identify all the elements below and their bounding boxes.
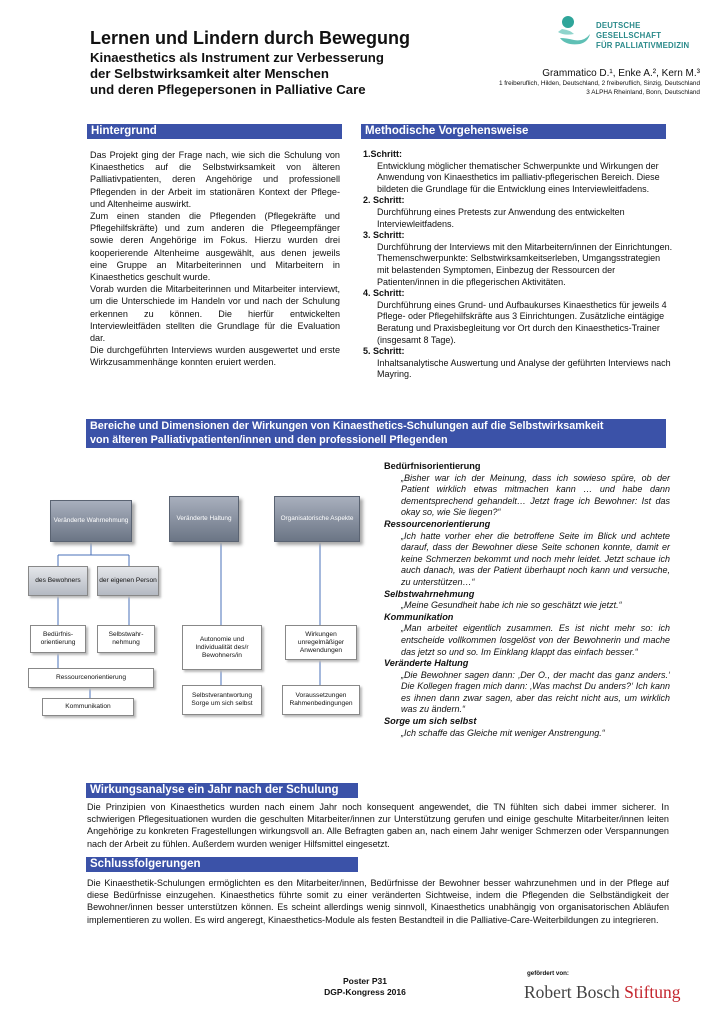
step-text: Inhaltsanalytische Auswertung und Analyse der geführten Interviews nach Mayring. [377,357,671,380]
diagram-node-ressourcen: Ressourcenorientierung [28,668,154,688]
methodik-steps [363,149,673,381]
quote-heading: Ressourcenorientierung [384,518,491,529]
diagram-node-wahrnehmung: Veränderte Wahrnehmung [50,500,132,542]
paragraph: Die durchgeführten Interviews wurden ausgewertet und erste Wirkzusammenhänge konnten eruiert werden. [90,345,340,368]
affiliation-line: 3 ALPHA Rheinland, Bonn, Deutschland [586,88,700,96]
paragraph: Das Projekt ging der Frage nach, wie sich die Schulung von Kinaesthetics auf die Selbstwirksamkeit von älteren Palliativpatienten, deren Angehörige und professionell Pflegenden in der Arbeit im stationären Kontext der Pflege- und Altenheime auswirkt. [90,150,340,209]
wirkungsanalyse-heading: Wirkungsanalyse ein Jahr nach der Schulung [86,783,358,798]
schluss-text: Die Kinaesthetik-Schulungen ermöglichten es den Mitarbeiter/innen, Bedürfnisse der Bewohner besser wahrzunehmen und in der Pflege auf diese Bedürfnisse einzugehen. Kinaesthetics führte somit zu einer veränderten Sichtweise, indem die Pflegenden die Selbständigkeit der Bewohner/innen besser unterstützen können. Es scheint allerdings wenig sinnvoll, Kinaesthetics unabhängig von organisatorischen Abläufen implementieren zu wollen. Es wird angeregt, Kinaesthetics-Module als festen Bestandteil in die Palliative-Care-Weiterbildungen zu integrieren. [87,878,669,925]
affiliation-line: 1 freiberuflich, Hilden, Deutschland, 2 freiberuflich, Sinzig, Deutschland [498,80,700,87]
quote-heading: Bedürfnisorientierung [384,461,481,471]
step-text: Durchführung der Interviews mit den Mitarbeitern/innen der Einrichtungen. Themenschwerpunkte: Selbstwirksamkeitserleben, Umgangsstrategien mit belastenden Symptomen, Einbezug der Ressourcen der Patienten/innen in die pflegerischen Aktivitäten. [377,241,673,287]
poster-title: Lernen und Lindern durch Bewegung [90,28,411,48]
diagram-node-kommunikation: Kommunikation [42,698,134,716]
hintergrund-heading: Hintergrund [87,124,342,139]
quote-heading: Kommunikation [384,611,454,622]
dgp-logo-icon [556,14,592,48]
bereiche-heading-line: Bereiche und Dimensionen der Wirkungen von Kinaesthetics-Schulungen auf die Selbstwirksamkeit [90,420,604,432]
step-text: Entwicklung möglicher thematischer Schwerpunkte und Wirkungen der Anwendung von Kinaesthetics im palliativ-pflegerischen Bereich. Diese bildeten die Grundlage für die Entwicklung eines Interviewleitfadens. [377,160,660,194]
quote-heading: Sorge um sich selbst [384,716,477,727]
diagram-node-bewohners: des Bewohners [28,566,88,596]
step-text: Durchführung eines Grund- und Aufbaukurses Kinaesthetics für jeweils 4 Pflege- oder Pflegehilfskräfte aus 3 Einrichtungen. Zusätzliche eintägige Beratung und Praxisbegleitung vor Ort durch den Kinaesthetics-Trainer (insgesamt 8 Tage). [377,299,667,345]
step-label: 5. Schritt: [363,346,405,357]
diagram-node-voraussetzungen: Voraussetzungen Rahmenbedingungen [282,685,360,715]
diagram-node-eigene-person: der eigenen Person [97,566,159,596]
quote-text: „Die Bewohner sagen dann: ‚Der O., der macht das ganz anders.‘ Die Kollegen fragen mich dann: ‚Was machst Du anders?‘ Ich kann es ihnen dann zwar sagen, aber das reicht nicht aus, um wirklich was zu ändern.“ [401,669,670,715]
quote-text: „Ich schaffe das Gleiche mit weniger Anstrengung.“ [401,727,605,738]
step-label: 1.Schritt: [363,149,403,159]
paragraph: Vorab wurden die Mitarbeiterinnen und Mitarbeiter interviewt, um die Unterschiede im Handeln vor und nach der Schulung erkennen zu können. Die hierfür entwickelten Interviewleitfäden stellten die Grundlage für die Evaluation dar. [90,284,340,344]
sponsor-label: gefördert von: [527,970,569,977]
congress-name: DGP-Kongress 2016 [324,987,406,997]
wirkungsanalyse-text: Die Prinzipien von Kinaesthetics wurden nach einem Jahr noch konsequent angewendet, die TN fühlten sich dabei immer sicherer. In schwierigen Pflegesituationen wurden die geschulten Mitarbeiter/innen zur Unterstützung gerufen und einige geschulte Mitarbeiter/innen leiten Angehörige zu konkreten Fragestellungen wirkungsvoll an. Alle Befragten gaben an, nach einem Jahr weniger Schmerzen oder Verspannungen nach der Arbeit zu fühlen. Außerdem wurden weniger Hilfsmittel eingesetzt. [87,802,669,849]
poster-number: Poster P31 [343,976,387,986]
authors: Grammatico D.¹, Enke A.², Kern M.³ [542,68,700,79]
quote-text: „Man arbeitet eigentlich zusammen. Es ist nicht mehr so: ich entscheide vollkommen losgelöst von der Bewohnerin und mache das jetzt so und so. Im Einklang klappt das einfach besser.“ [401,623,670,657]
poster-subtitle [90,50,420,98]
step-label: 2. Schritt: [363,195,405,206]
poster-footer [300,976,430,998]
diagram-node-selbstwahr: Selbstwahr-nehmung [97,625,155,653]
diagram-node-wirkungen: Wirkungen unregelmäßiger Anwendungen [285,625,357,660]
methodik-heading: Methodische Vorgehensweise [361,124,666,139]
quote-heading: Veränderte Haltung [384,658,469,669]
quote-text: „Ich hatte vorher eher die betroffene Seite im Blick und achtete darauf, dass der Bewohner diese Seite schonen konnte, damit er keine Schmerzen bekommt und noch mehr leidet. Jetzt schaue ich auch danach, was der Patient überhaupt noch kann und versuche, zu unterstützen…“ [401,530,670,587]
hintergrund-text [90,149,340,369]
bereiche-heading [86,419,666,448]
subtitle-line: Kinaesthetics als Instrument zur Verbesserung [90,50,384,65]
logo-text-line: DEUTSCHE GESELLSCHAFT [596,21,662,40]
logo-text-line: FÜR PALLIATIVMEDIZIN [596,41,690,50]
affiliations [420,80,700,97]
diagram-node-organisatorisch: Organisatorische Aspekte [274,496,360,542]
bosch-stiftung: Stiftung [624,982,681,1002]
interview-quotes [384,461,670,739]
quote-heading: Selbstwahrnehmung [384,588,475,599]
diagram-node-selbstverantwortung: Selbstverantwortung Sorge um sich selbst [182,685,262,715]
schluss-heading: Schlussfolgerungen [86,857,358,872]
step-text: Durchführung eines Pretests zur Anwendung des entwickelten Interviewleitfadens. [377,206,625,229]
step-label: 4. Schritt: [363,288,405,299]
diagram-node-haltung: Veränderte Haltung [169,496,239,542]
bereiche-heading-line: von älteren Palliativpatienten/innen und den professionell Pflegenden [90,433,448,446]
bosch-logo [524,982,681,1003]
quote-text: „Meine Gesundheit habe ich nie so geschätzt wie jetzt.“ [401,600,622,611]
dimensions-diagram [0,480,380,740]
step-label: 3. Schritt: [363,230,405,241]
quote-text: „Bisher war ich der Meinung, dass ich sowieso spüre, ob der Patient wirklich etwas mitmachen kann … und habe dann dementsprechend gehandelt… Jetzt frage ich Bewohner: Ist das okay so, wie Sie liegen?“ [401,472,670,518]
subtitle-line: der Selbstwirksamkeit alter Menschen [90,66,329,81]
paragraph: Zum einen standen die Pflegenden (Pflegekräfte und Pflegehilfskräfte) und zum anderen die Pflegeempfänger sowie deren Angehörige im Fokus. Hierzu wurden drei kooperierende Altenheime ausgewählt, aus denen jeweils eine Gruppe an Mitarbeiterinnen und Mitarbeitern in Kinaesthetics geschult wurde. [90,211,340,283]
diagram-node-beduerfnis: Bedürfnis-orientierung [30,625,86,653]
dgp-logo [556,14,706,48]
diagram-node-autonomie: Autonomie und Individualität des/r Bewohners/in [182,625,262,670]
bosch-name: Robert Bosch [524,982,620,1002]
subtitle-line: und deren Pflegepersonen in Palliative Care [90,82,366,97]
